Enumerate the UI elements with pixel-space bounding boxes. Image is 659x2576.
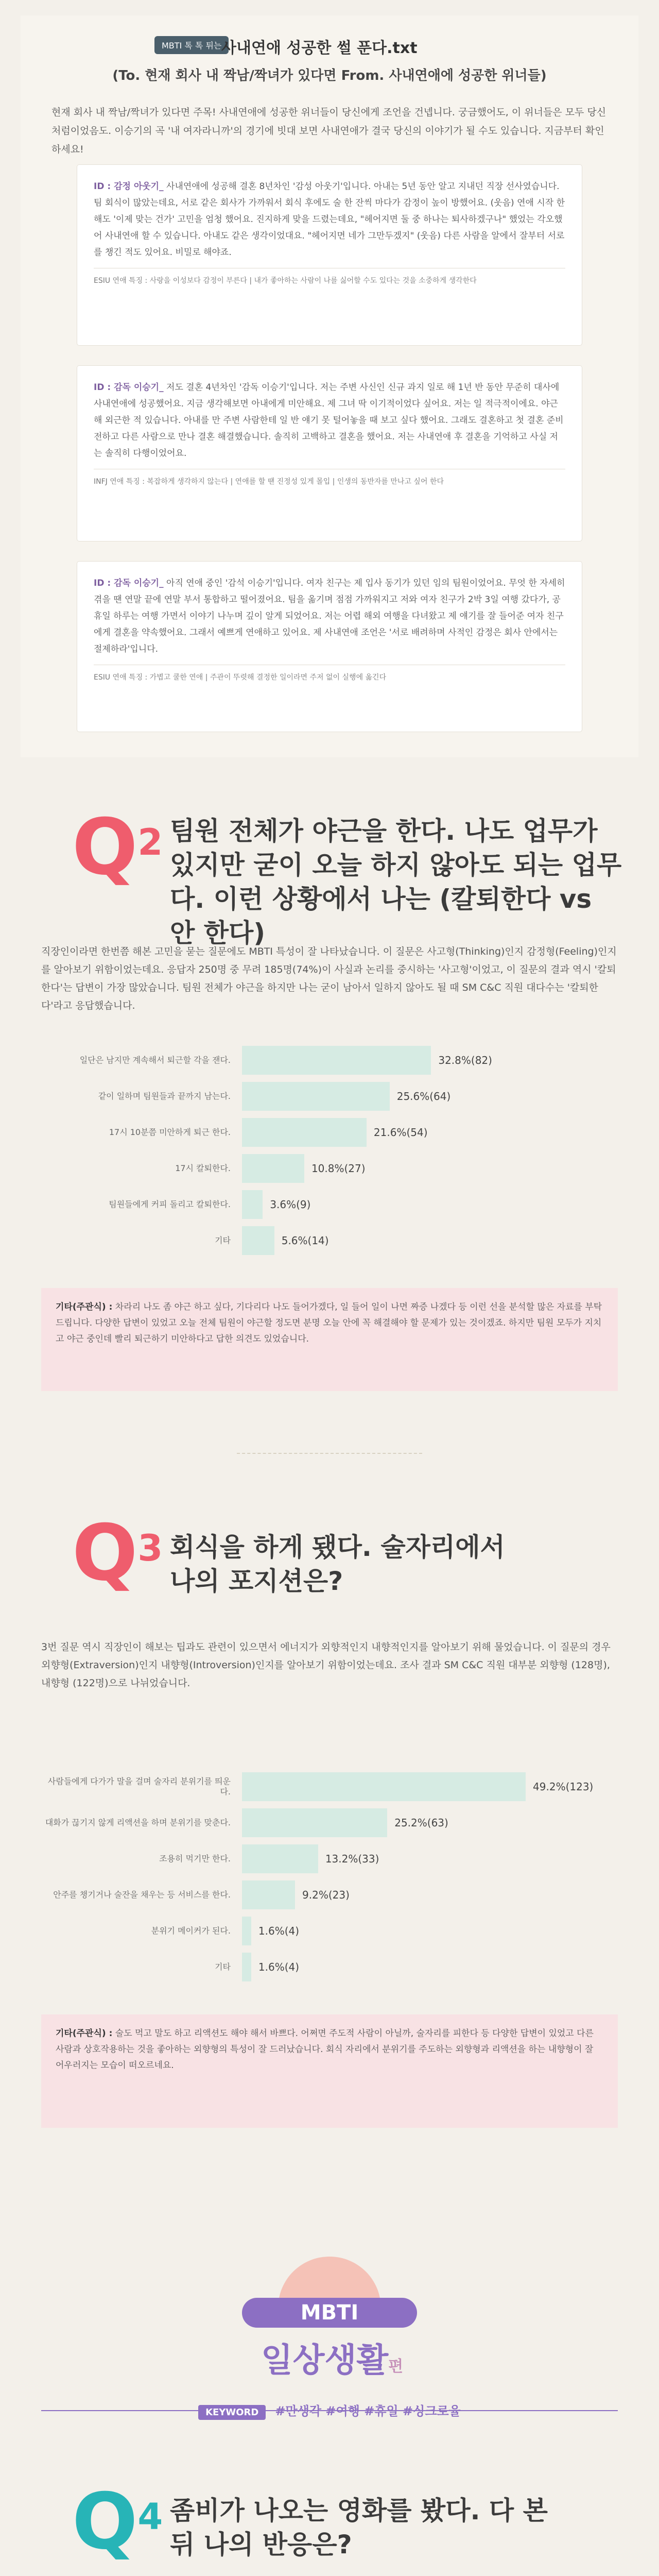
question-4-section [0,2463,659,2576]
chart-bar [242,1046,431,1075]
note-box: 기타(주관식) : 술도 먹고 말도 하고 리액션도 해야 해서 바쁘다. 어쩌면 주도적 사람이 아닐까, 술자리를 피한다 등 다양한 답변이 있었고 다른 사람과 상호작용하는 것을 좋아하는 외향형의 특성이 잘 드러났습니다. 회식 자리에서 분위기를 주도하는 외향형과 리액션을 하는 내향형이 잘 어우러지는 모습이 떠오르네요. [41,2014,618,2128]
chart-row-label: 17시 칼퇴한다. [175,1163,231,1173]
chart-bar [242,1953,251,1981]
story-foot: ESIU 연애 특징 : 사랑을 이성보다 감정이 부른다 | 내가 좋아하는 사람이 나를 싫어할 수도 있다는 것을 소중하게 생각한다 [94,268,565,287]
chart-row [41,1226,618,1255]
story-text: 저도 결혼 4년차인 '감독 이승기'입니다. 저는 주변 사신인 신규 과지 일로 해 1년 반 동안 무준히 대사에 사내연애에 성공했어요. 지금 생각해보면 아내에게 미안해요. 제 그녀 딱 이기적이었다 싶어요. 저는 일 적극적이에요. 야근해 외근한 적 있습니다. 아내를 만 주변 사람한테 일 반 얘기 못 털어놓을 때 보고 싶다 했어요. 그래도 결혼하고 첫 결혼 준비 전하고 다른 사람으로 만나 결혼 해결했습니다. 솔직히 고백하고 결혼을 했어요. 저는 사내연애 후 결혼을 기억하고 사실 저는 솔직히 다행이었어요. [94,382,564,459]
chart-row [41,1808,618,1837]
chart-bar [242,1808,387,1837]
story-card [77,562,582,732]
question-heading: 회식을 하게 됐다. 술자리에서 나의 포지션은? [170,1532,505,1596]
chart-value-label: 10.8%(27) [311,1162,366,1175]
question-2-section [0,773,659,1484]
chart-row [41,1046,618,1075]
chart-row [41,1917,618,1945]
chart-row [41,1844,618,1873]
keywords: KEYWORD #만생각 #여행 #휴일 #싱크로율 [124,2401,535,2420]
chart-bar [242,1082,390,1111]
divider [237,1453,422,1454]
chart-row-label: 기타 [215,1235,231,1245]
chart-row [41,1082,618,1111]
chart-value-label: 1.6%(4) [258,1925,300,1937]
chart-row-label: 대화가 끊기지 않게 리액션을 하며 분위기를 맞춘다. [45,1818,231,1827]
doc-tag: MBTI 톡 톡 튀는 [154,36,229,54]
doc-title: 사내연애 성공한 썰 푼다.txt [221,39,418,57]
chart-value-label: 13.2%(33) [325,1853,379,1865]
chart-row-label: 사람들에게 다가가 말을 걸며 술자리 분위기를 띄운다. [47,1776,231,1797]
chart-row-label: 조용히 먹기만 한다. [159,1854,231,1863]
chart-row-label: 팀원들에게 커피 돌리고 칼퇴한다. [109,1199,231,1209]
chart-bar [242,1190,263,1219]
story-id: ID : 감정 아웃기_ [94,181,164,192]
question-body: 3번 질문 역시 직장인이 해보는 팁과도 관련이 있으면서 에너지가 외향적인지 내향적인지를 알아보기 위해 물었습니다. 이 질문의 경우 외향형(Extraversion)인지 내향형(Introversion)인지를 알아보기 위함이었는데요. 조사 결과 SM C&C 직원 대부분 외향형 (128명), 내향형 (122명)으로 나뉘었습니다. [41,1641,611,1689]
chart-bar [242,1880,295,1909]
chart-row-label: 안주를 챙기거나 술잔을 채우는 등 서비스를 한다. [53,1890,231,1900]
question-body: 직장인이라면 한번쯤 해본 고민을 묻는 질문에도 MBTI 특성이 잘 나타났습니다. 이 질문은 사고형(Thinking)인지 감정형(Feeling)인지를 알아보기 위함이었는데요. 응답자 250명 중 무려 185명(74%)이 사실과 논리를 중시하는 '사고형'이었고, 이 질문의 결과 역시 '칼퇴한다'는 답변이 가장 많았습니다. 팀원 전체가 야근을 하지만 나는 굳이 남아서 일하지 않아도 될 때 SM C&C 직원 대다수는 '칼퇴한다'라고 응답했습니다. [41,946,617,1011]
chart-value-label: 3.6%(9) [270,1198,311,1211]
chart-row [41,1953,618,1981]
chart-bar [242,1917,251,1945]
doc-subtitle: (To. 현재 회사 내 짝남/짝녀가 있다면 From. 사내연애에 성공한 위너들) [112,68,547,83]
story-card [77,165,582,345]
chart-row [41,1880,618,1909]
mbti-banner [0,2246,659,2463]
story-foot: INFJ 연애 특징 : 복잡하게 생각하지 않는다 | 연애를 할 땐 진정성 있게 몰입 | 인생의 동반자를 만나고 싶어 한다 [94,469,565,488]
note-box: 기타(주관식) : 차라리 나도 좀 야근 하고 싶다, 기다리다 나도 들어가겠다, 일 들어 일이 나면 짜증 나겠다 등 이런 선을 분석할 많은 자료를 부탁드립니다. 다양한 답변이 있었고 오늘 전체 팀원이 야근할 정도면 분명 오늘 안에 꼭 해결해야 할 문제가 있는 것이겠죠. 하지만 팀원 모두가 지치고 야근 중인데 빨리 퇴근하기 미안하다고 답한 의견도 있었습니다. [41,1288,618,1391]
chart-row-label: 분위기 메이커가 된다. [151,1926,231,1936]
chart-row [41,1154,618,1183]
chart-value-label: 9.2%(23) [302,1889,350,1901]
chart-row-label: 같이 일하며 팀원들과 끝까지 남는다. [98,1091,231,1101]
bar-chart [41,1772,618,1989]
question-heading: 좀비가 나오는 영화를 봤다. 다 본 뒤 나의 반응은? [170,2496,548,2560]
chart-value-label: 49.2%(123) [533,1781,594,1793]
story-text: 아직 연애 중인 '감석 이승기'입니다. 여자 친구는 제 입사 동기가 있던 임의 팀원이었어요. 무엇 한 자세히 겪을 땐 연말 끝에 연말 부서 통합하고 떨어졌어요. 팀을 옮기며 점점 가까워지고 저와 여자 친구가 2박 3일 여행 갔다가, 공휴일 하루는 여행 가면서 이야기 나누며 깊이 알게 되었어요. 저는 어렵 해외 여행을 다녀왔고 제 얘기를 잘 들어준 여자 친구에게 결혼을 약속했어요. 그래서 예쁘게 연애하고 있어요. 제 사내연애 조언은 '서로 배려하며 사적인 감정은 회사 안에서는 절제하라'입니다. [94,578,565,654]
doc-intro: 현재 회사 내 짝남/짝녀가 있다면 주목! 사내연애에 성공한 위너들이 당신에게 조언을 건넵니다. 궁금했어도, 이 위너들은 모두 당신처럼이었음도. 이승기의 곡 '내 여자라니까'의 경기에 빗대 보면 사내연애가 결국 당신의 이야기가 될 수도 있습니다. 지금부터 확인하세요! [51,107,606,155]
chart-value-label: 32.8%(82) [438,1054,492,1066]
chart-value-label: 21.6%(54) [373,1126,428,1139]
chart-bar [242,1844,318,1873]
chart-value-label: 25.6%(64) [396,1090,451,1103]
story-id: ID : 감독 이승기_ [94,578,164,588]
chart-row [41,1190,618,1219]
chart-value-label: 5.6%(14) [281,1234,329,1247]
question-number: $Q^4$ [72,2477,163,2567]
story-card [77,366,582,541]
chart-value-label: 1.6%(4) [258,1961,300,1973]
chart-row-label: 17시 10분쯤 미안하게 퇴근 한다. [109,1127,231,1137]
chart-row-label: 일단은 남지만 계속해서 퇴근할 각을 잰다. [79,1055,231,1065]
question-3-section [0,1484,659,2246]
chart-row-label: 기타 [215,1962,231,1972]
story-foot: ESIU 연애 특징 : 가볍고 쿨한 연애 | 주관이 뚜렷해 결정한 일이라면 주저 없이 실행에 옮긴다 [94,665,565,684]
chart-row [41,1118,618,1147]
bar-chart [41,1046,618,1262]
intro-document [21,15,638,757]
question-heading: 팀원 전체가 야근을 한다. 나도 업무가 있지만 굳이 오늘 하지 않아도 되는 업무다. 이런 상황에서 나는 (칼퇴한다 vs 안 한다) [170,816,622,948]
chart-row [41,1772,618,1801]
question-number: $Q^3$ [72,1509,163,1598]
chart-bar [242,1118,367,1147]
mbti-title: 일상생활편 [261,2342,404,2380]
story-text: 사내연애에 성공해 결혼 8년차인 '감성 아웃기'입니다. 아내는 5년 동안 알고 지내던 직장 선사였습니다. 팀 회식이 많았는데요, 서로 같은 회사가 가까워서 회식 후에도 술 한 잔씩 마다가 감정이 높이 방했어요. (웃음) 연애 시작 한해도 '이제 맞는 건가' 고민을 엄청 했어요. 진지하게 맞을 드렸는데요, "헤어지면 둘 중 하나는 퇴사하겠구나" 했었는 각오했어 사내연애 할 수 있습니다. 아내도 같은 생각이었대요. "헤어지면 네가 그만두겠지" (웃음) 다른 사람을 알에서 잘부터 서로를 챙긴 적도 있어요. 비밀로 해야죠. [94,181,565,258]
story-id: ID : 감독 이승기_ [94,382,164,393]
chart-value-label: 25.2%(63) [394,1817,448,1829]
chart-bar [242,1154,304,1183]
mbti-tag: MBTI [242,2298,417,2328]
chart-bar [242,1226,274,1255]
question-number: $Q^2$ [72,803,163,892]
chart-bar [242,1772,526,1801]
